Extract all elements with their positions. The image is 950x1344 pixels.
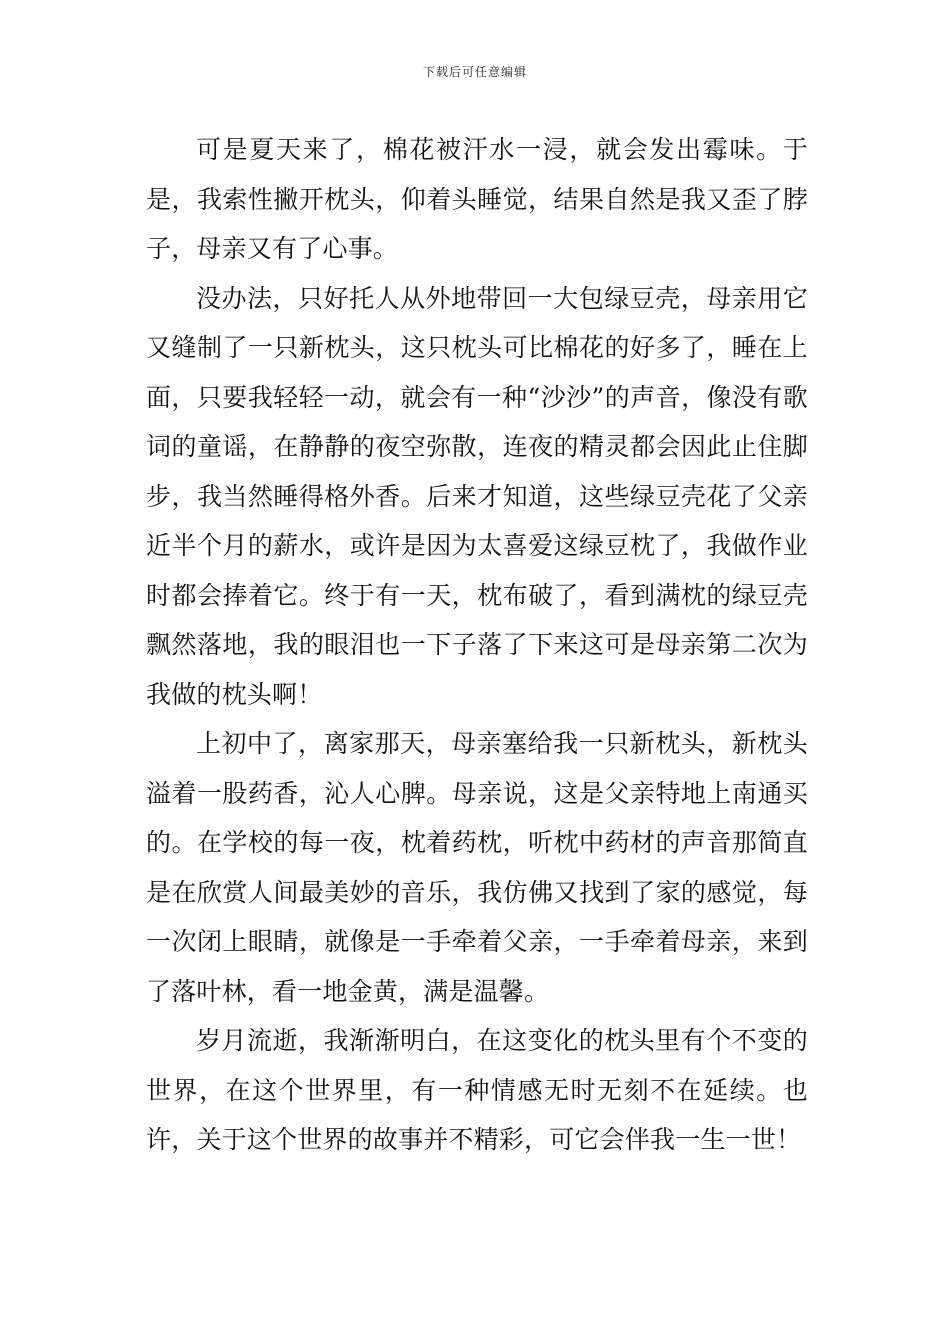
paragraph-1: 可是夏天来了，棉花被汗水一浸，就会发出霉味。于是，我索性撇开枕头，仰着头睡觉，结果自然是我又歪了脖子，母亲又有了心事。 bbox=[146, 135, 808, 263]
paragraph-3: 上初中了，离家那天，母亲塞给我一只新枕头，新枕头溢着一股药香，沁人心脾。母亲说，这是父亲特地上南通买的。在学校的每一夜，枕着药枕，听枕中药材的声音那简直是在欣赏人间最美妙的音乐，我仿佛又找到了家的感觉，每一次闭上眼睛，就像是一手牵着父亲，一手牵着母亲，来到了落叶林，看一地金黄，满是温馨。 bbox=[146, 729, 808, 1006]
paragraph-4: 岁月流逝，我渐渐明白，在这变化的枕头里有个不变的世界，在这个世界里，有一种情感无时无刻不在延续。也许，关于这个世界的故事并不精彩，可它会伴我一生一世！ bbox=[146, 1026, 808, 1154]
page-header: 下载后可任意编辑 bbox=[422, 65, 527, 79]
paragraph-2: 没办法，只好托人从外地带回一大包绿豆壳，母亲用它又缝制了一只新枕头，这只枕头可比棉花的好多了，睡在上面，只要我轻轻一动，就会有一种“沙沙”的声音，像没有歌词的童谣，在静静的夜空弥散，连夜的精灵都会因此止住脚步，我当然睡得格外香。后来才知道，这些绿豆壳花了父亲近半个月的薪水，或许是因为太喜爱这绿豆枕了，我做作业时都会捧着它。终于有一天，枕布破了，看到满枕的绿豆壳飘然落地，我的眼泪也一下子落了下来这可是母亲第二次为我做的枕头啊！ bbox=[146, 283, 808, 709]
document-body bbox=[146, 125, 808, 1165]
